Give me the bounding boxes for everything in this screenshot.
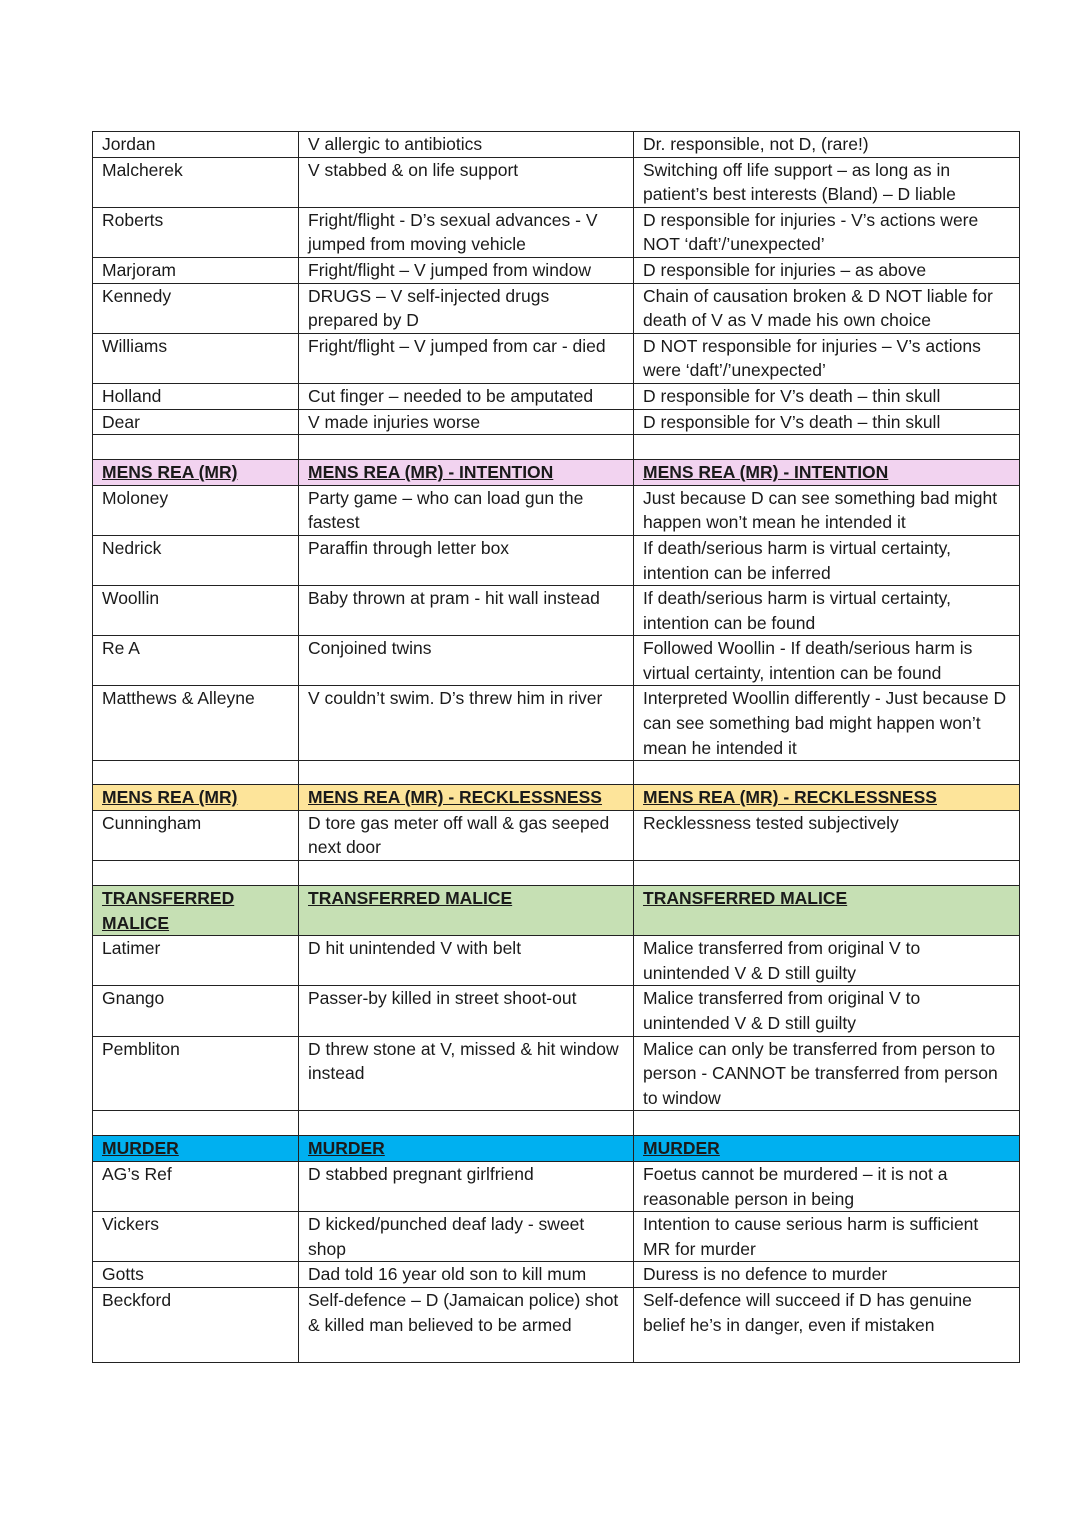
table-row bbox=[93, 1287, 1020, 1362]
section-heading: MENS REA (MR) - RECKLESSNESS bbox=[634, 785, 1020, 811]
principle-cell: D NOT responsible for injuries – V’s actions were ‘daft’/’unexpected’ bbox=[634, 333, 1020, 383]
section-heading: MENS REA (MR) bbox=[93, 785, 299, 811]
principle-cell: Foetus cannot be murdered – it is not a reasonable person in being bbox=[634, 1161, 1020, 1211]
facts-cell: Fright/flight – V jumped from window bbox=[299, 257, 634, 283]
section-heading: MENS REA (MR) - INTENTION bbox=[299, 460, 634, 486]
case-name-cell: Marjoram bbox=[93, 257, 299, 283]
facts-cell: Cut finger – needed to be amputated bbox=[299, 383, 634, 409]
principle-cell: Dr. responsible, not D, (rare!) bbox=[634, 132, 1020, 158]
principle-cell: Duress is no defence to murder bbox=[634, 1262, 1020, 1288]
case-name-cell: Matthews & Alleyne bbox=[93, 686, 299, 761]
case-name-cell: Beckford bbox=[93, 1287, 299, 1362]
principle-cell: Malice transferred from original V to unintended V & D still guilty bbox=[634, 986, 1020, 1036]
principle-cell: Chain of causation broken & D NOT liable for death of V as V made his own choice bbox=[634, 283, 1020, 333]
case-name-cell: Williams bbox=[93, 333, 299, 383]
table-row bbox=[93, 1036, 1020, 1111]
section-heading: TRANSFERRED MALICE bbox=[299, 886, 634, 936]
facts-cell: Fright/flight - D’s sexual advances - V jumped from moving vehicle bbox=[299, 207, 634, 257]
table-row bbox=[93, 283, 1020, 333]
principle-cell: Self-defence will succeed if D has genuine belief he’s in danger, even if mistaken bbox=[634, 1287, 1020, 1362]
facts-cell bbox=[299, 435, 634, 460]
case-name-cell: Moloney bbox=[93, 485, 299, 535]
facts-cell: Paraffin through letter box bbox=[299, 535, 634, 585]
table-row bbox=[93, 1262, 1020, 1288]
case-name-cell: Dear bbox=[93, 409, 299, 435]
facts-cell bbox=[299, 761, 634, 785]
facts-cell: Fright/flight – V jumped from car - died bbox=[299, 333, 634, 383]
principle-cell: Interpreted Woollin differently - Just because D can see something bad might happen won’t mean he intended it bbox=[634, 686, 1020, 761]
principle-cell bbox=[634, 435, 1020, 460]
table-row bbox=[93, 686, 1020, 761]
facts-cell: V stabbed & on life support bbox=[299, 157, 634, 207]
case-name-cell: Holland bbox=[93, 383, 299, 409]
spacer-row bbox=[93, 435, 1020, 460]
section-heading: MURDER bbox=[634, 1136, 1020, 1162]
table-row bbox=[93, 409, 1020, 435]
section-heading: MENS REA (MR) - INTENTION bbox=[634, 460, 1020, 486]
principle-cell: Intention to cause serious harm is sufficient MR for murder bbox=[634, 1212, 1020, 1262]
principle-cell bbox=[634, 761, 1020, 785]
case-name-cell: Roberts bbox=[93, 207, 299, 257]
table-row bbox=[93, 1212, 1020, 1262]
case-name-cell: Cunningham bbox=[93, 810, 299, 860]
case-name-cell: Jordan bbox=[93, 132, 299, 158]
facts-cell: Conjoined twins bbox=[299, 636, 634, 686]
table-row bbox=[93, 636, 1020, 686]
table-row bbox=[93, 157, 1020, 207]
spacer-row bbox=[93, 861, 1020, 886]
table-row bbox=[93, 535, 1020, 585]
facts-cell: Baby thrown at pram - hit wall instead bbox=[299, 586, 634, 636]
facts-cell: Passer-by killed in street shoot-out bbox=[299, 986, 634, 1036]
facts-cell: Dad told 16 year old son to kill mum bbox=[299, 1262, 634, 1288]
principle-cell: D responsible for V’s death – thin skull bbox=[634, 409, 1020, 435]
table-row bbox=[93, 485, 1020, 535]
facts-cell: D threw stone at V, missed & hit window instead bbox=[299, 1036, 634, 1111]
facts-cell: Self-defence – D (Jamaican police) shot & killed man believed to be armed bbox=[299, 1287, 634, 1362]
section-header-row bbox=[93, 1136, 1020, 1162]
table-row bbox=[93, 132, 1020, 158]
table-body bbox=[93, 132, 1020, 1363]
case-name-cell: Gotts bbox=[93, 1262, 299, 1288]
section-heading: MENS REA (MR) - RECKLESSNESS bbox=[299, 785, 634, 811]
principle-cell: Recklessness tested subjectively bbox=[634, 810, 1020, 860]
case-name-cell bbox=[93, 861, 299, 886]
section-header-row bbox=[93, 460, 1020, 486]
table-row bbox=[93, 383, 1020, 409]
principle-cell: Switching off life support – as long as in patient’s best interests (Bland) – D liable bbox=[634, 157, 1020, 207]
section-heading: TRANSFERRED MALICE bbox=[93, 886, 299, 936]
spacer-row bbox=[93, 1111, 1020, 1136]
case-name-cell: Gnango bbox=[93, 986, 299, 1036]
principle-cell: Just because D can see something bad might happen won’t mean he intended it bbox=[634, 485, 1020, 535]
section-heading: MURDER bbox=[299, 1136, 634, 1162]
facts-cell: V allergic to antibiotics bbox=[299, 132, 634, 158]
table-row bbox=[93, 986, 1020, 1036]
table-row bbox=[93, 810, 1020, 860]
case-name-cell: Nedrick bbox=[93, 535, 299, 585]
principle-cell: Malice transferred from original V to unintended V & D still guilty bbox=[634, 936, 1020, 986]
principle-cell: D responsible for injuries - V’s actions were NOT ‘daft’/’unexpected’ bbox=[634, 207, 1020, 257]
section-heading: TRANSFERRED MALICE bbox=[634, 886, 1020, 936]
principle-cell: D responsible for V’s death – thin skull bbox=[634, 383, 1020, 409]
table-row bbox=[93, 936, 1020, 986]
case-name-cell: Malcherek bbox=[93, 157, 299, 207]
facts-cell: Party game – who can load gun the fastest bbox=[299, 485, 634, 535]
case-name-cell: Re A bbox=[93, 636, 299, 686]
section-heading: MENS REA (MR) bbox=[93, 460, 299, 486]
principle-cell: D responsible for injuries – as above bbox=[634, 257, 1020, 283]
table-row bbox=[93, 586, 1020, 636]
case-name-cell: Pembliton bbox=[93, 1036, 299, 1111]
case-law-table bbox=[92, 131, 1020, 1363]
facts-cell: D hit unintended V with belt bbox=[299, 936, 634, 986]
table-row bbox=[93, 333, 1020, 383]
principle-cell: If death/serious harm is virtual certainty, intention can be inferred bbox=[634, 535, 1020, 585]
table-row bbox=[93, 207, 1020, 257]
principle-cell bbox=[634, 861, 1020, 886]
facts-cell: D kicked/punched deaf lady - sweet shop bbox=[299, 1212, 634, 1262]
spacer-row bbox=[93, 761, 1020, 785]
facts-cell: D stabbed pregnant girlfriend bbox=[299, 1161, 634, 1211]
facts-cell: DRUGS – V self-injected drugs prepared by D bbox=[299, 283, 634, 333]
principle-cell: Followed Woollin - If death/serious harm is virtual certainty, intention can be found bbox=[634, 636, 1020, 686]
facts-cell bbox=[299, 861, 634, 886]
table-row bbox=[93, 1161, 1020, 1211]
case-name-cell: Kennedy bbox=[93, 283, 299, 333]
case-name-cell bbox=[93, 435, 299, 460]
facts-cell: V made injuries worse bbox=[299, 409, 634, 435]
case-name-cell: Latimer bbox=[93, 936, 299, 986]
case-name-cell: AG’s Ref bbox=[93, 1161, 299, 1211]
case-name-cell: Vickers bbox=[93, 1212, 299, 1262]
case-name-cell bbox=[93, 1111, 299, 1136]
principle-cell: Malice can only be transferred from person to person - CANNOT be transferred from person to window bbox=[634, 1036, 1020, 1111]
facts-cell bbox=[299, 1111, 634, 1136]
facts-cell: D tore gas meter off wall & gas seeped next door bbox=[299, 810, 634, 860]
case-name-cell: Woollin bbox=[93, 586, 299, 636]
section-header-row bbox=[93, 785, 1020, 811]
principle-cell: If death/serious harm is virtual certainty, intention can be found bbox=[634, 586, 1020, 636]
section-header-row bbox=[93, 886, 1020, 936]
principle-cell bbox=[634, 1111, 1020, 1136]
facts-cell: V couldn’t swim. D’s threw him in river bbox=[299, 686, 634, 761]
case-name-cell bbox=[93, 761, 299, 785]
table-row bbox=[93, 257, 1020, 283]
section-heading: MURDER bbox=[93, 1136, 299, 1162]
